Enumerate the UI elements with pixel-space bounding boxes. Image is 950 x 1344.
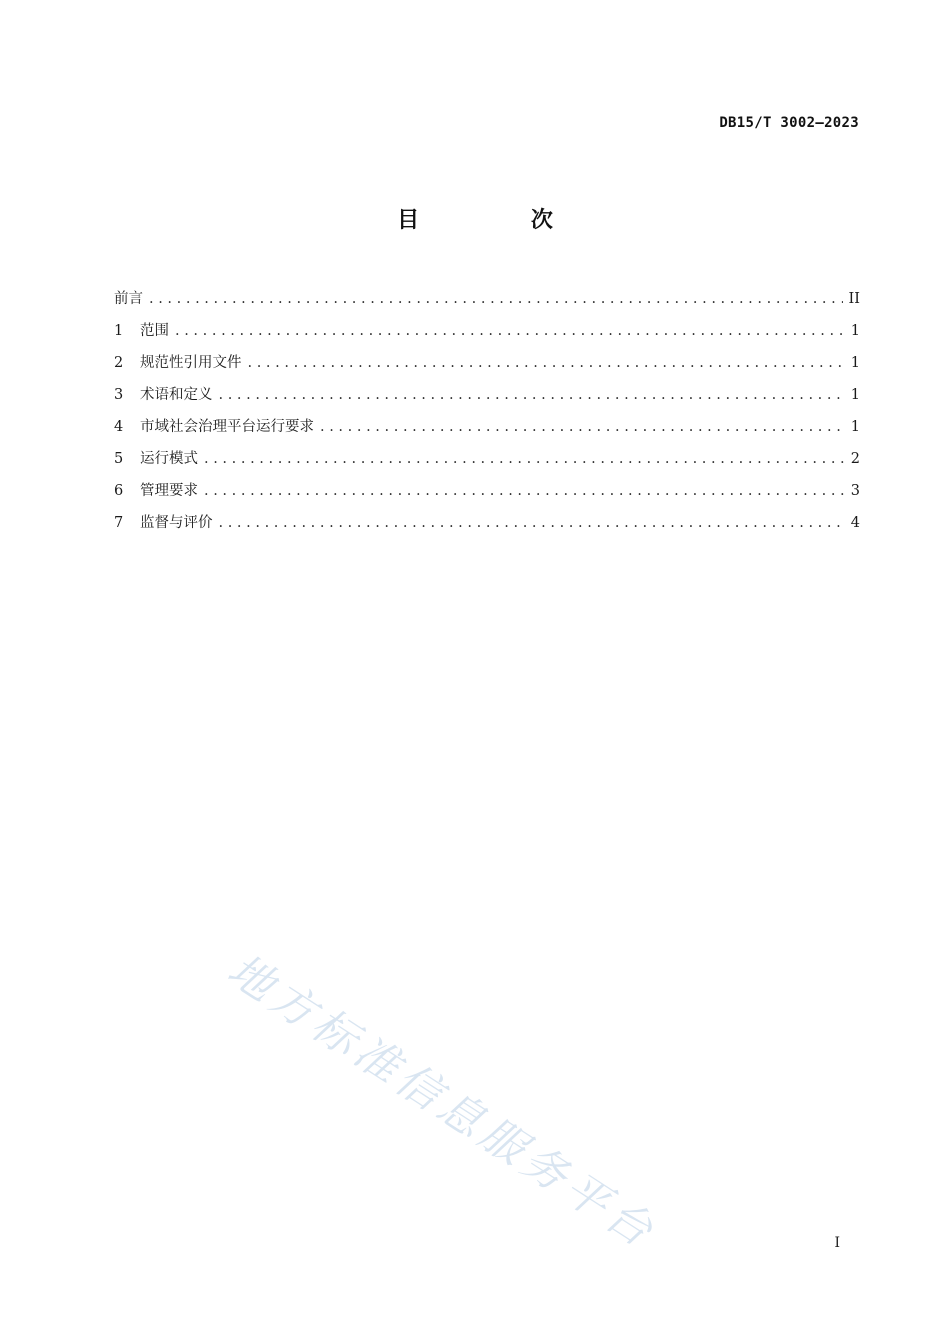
page-number: I	[834, 1235, 840, 1251]
toc-leader-dots	[149, 287, 843, 311]
toc-entry-page: 1	[850, 355, 860, 371]
toc-entry-scope[interactable]	[114, 319, 860, 351]
toc-entry-label: 前言	[114, 291, 143, 307]
toc-leader-dots	[175, 319, 844, 343]
toc-entry-page: 1	[850, 323, 860, 339]
toc-entry-label: 规范性引用文件	[140, 355, 242, 371]
toc-entry-page: 2	[850, 451, 860, 467]
toc-entry-supervision-evaluation[interactable]	[114, 511, 860, 543]
toc-entry-terms-definitions[interactable]	[114, 383, 860, 415]
toc-entry-label: 市域社会治理平台运行要求	[140, 419, 314, 435]
toc-entry-operation-mode[interactable]	[114, 447, 860, 479]
toc-entry-number: 1	[114, 323, 124, 339]
toc-entry-label: 监督与评价	[140, 515, 213, 531]
toc-entry-number: 7	[114, 515, 124, 531]
toc-entry-number: 6	[114, 483, 124, 499]
toc-entry-management-requirements[interactable]	[114, 479, 860, 511]
toc-leader-dots	[219, 383, 845, 407]
toc-leader-dots	[204, 479, 844, 503]
toc-entry-page: 1	[850, 419, 860, 435]
toc-title: 目 次	[397, 208, 605, 233]
toc-entry-label: 术语和定义	[140, 387, 213, 403]
toc-entry-page: 4	[850, 515, 860, 531]
toc-entry-number: 3	[114, 387, 124, 403]
table-of-contents	[114, 287, 860, 543]
watermark-text: 地方标准信息服务平台	[218, 944, 666, 1260]
toc-entry-number: 4	[114, 419, 124, 435]
toc-entry-page: 3	[850, 483, 860, 499]
toc-entry-label: 运行模式	[140, 451, 198, 467]
toc-entry-number: 2	[114, 355, 124, 371]
toc-entry-number: 5	[114, 451, 124, 467]
toc-entry-label: 管理要求	[140, 483, 198, 499]
toc-leader-dots	[248, 351, 845, 375]
toc-leader-dots	[320, 415, 844, 439]
toc-entry-label: 范围	[140, 323, 169, 339]
document-code: DB15/T 3002—2023	[719, 115, 859, 131]
toc-entry-page: II	[848, 291, 860, 307]
toc-entry-platform-requirements[interactable]	[114, 415, 860, 447]
toc-entry-normative-references[interactable]	[114, 351, 860, 383]
toc-leader-dots	[204, 447, 844, 471]
toc-entry-foreword[interactable]	[114, 287, 860, 319]
toc-leader-dots	[219, 511, 845, 535]
toc-entry-page: 1	[850, 387, 860, 403]
